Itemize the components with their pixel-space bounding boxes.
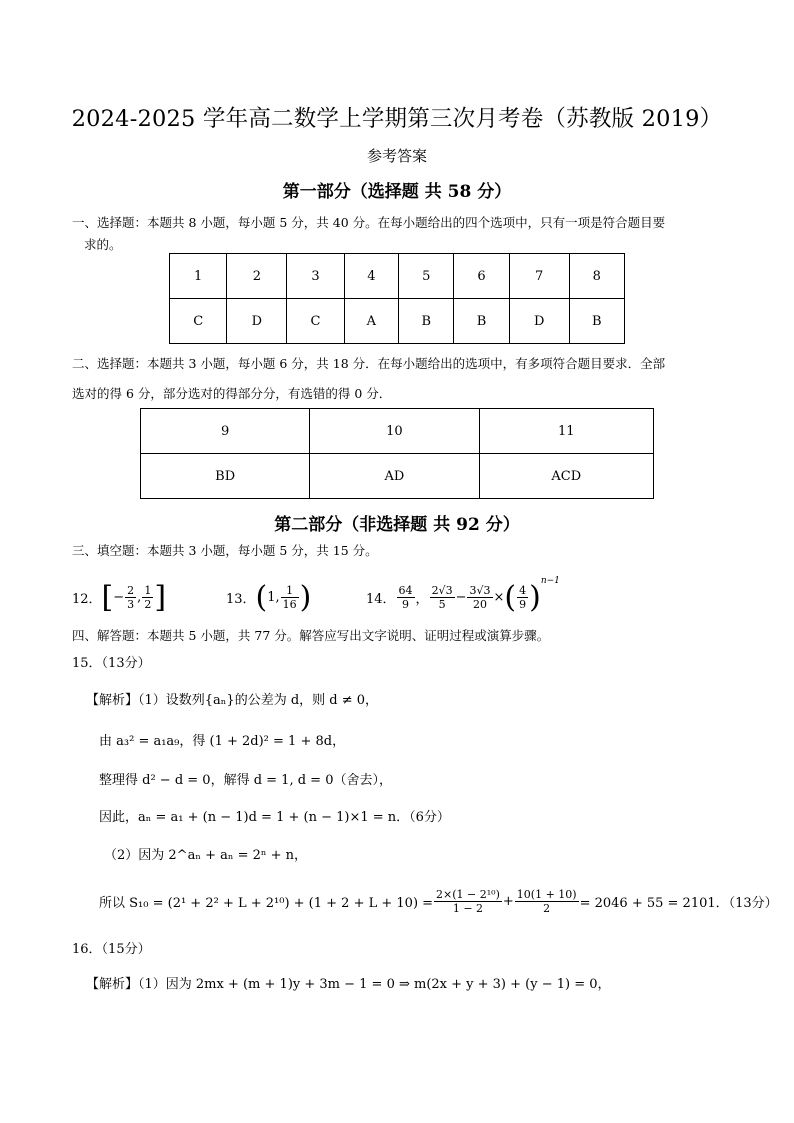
q14-minus: −: [455, 589, 467, 605]
answer-q12: [72, 574, 166, 620]
q14-d-num: 4: [519, 583, 527, 597]
q14-fraction-d: [517, 584, 528, 611]
q12-frac1-den: 3: [127, 597, 135, 611]
table1-answer-cell: A: [344, 299, 398, 344]
document-title: 2024-2025 学年高二数学上学期第三次月考卷（苏教版 2019）: [71, 106, 723, 132]
table1-answer-cell: B: [569, 299, 624, 344]
part1-heading: 第一部分（选择题 共 58 分）: [282, 182, 512, 202]
table1-number-cell: 3: [287, 254, 344, 299]
table2-number-cell: 11: [479, 409, 653, 454]
q14-c-num: 3√3: [469, 583, 491, 597]
q14-fraction-b: [430, 584, 455, 611]
q15-f2-num: 10(1 + 10): [516, 887, 577, 901]
table1-number-cell: 5: [399, 254, 454, 299]
table1-answer-cell: B: [399, 299, 454, 344]
q12-frac1-num: 2: [127, 583, 135, 597]
q14-a-den: 9: [402, 597, 410, 611]
minus-sign: −: [113, 589, 125, 605]
q12-label: 12．: [72, 591, 102, 607]
table1-number-cell: 4: [344, 254, 398, 299]
table1-number-cell: 7: [509, 254, 569, 299]
left-paren: (: [255, 579, 268, 615]
q14-a-num: 64: [398, 583, 413, 597]
table2-number-row: [141, 409, 654, 454]
answer-q14: [366, 574, 560, 620]
table1-number-row: [170, 254, 625, 299]
q14-c-den: 20: [472, 597, 487, 611]
q13-one: 1,: [267, 589, 280, 605]
table1-answer-cell: B: [454, 299, 509, 344]
table2-answer-cell: AD: [310, 454, 479, 499]
q12-frac2-num: 1: [144, 583, 152, 597]
right-paren: ): [299, 579, 312, 615]
section1-line2: 求的。: [84, 237, 122, 252]
section1-instructions: [72, 212, 665, 256]
q14-fraction-c: [467, 584, 492, 611]
section4-instructions: 四、解答题：本题共 5 小题，共 77 分。解答应写出文字说明、证明过程或演算步骤。: [72, 628, 550, 643]
q14-label: 14．: [366, 591, 396, 607]
q15-line5: （2）因为 2^aₙ + aₙ = 2ⁿ + n，: [104, 848, 308, 863]
q14-b-num: 2√3: [431, 583, 453, 597]
q15-heading: 15．（13分）: [72, 656, 151, 671]
q15-line6-b: = 2046 + 55 = 2101．（13分）: [579, 895, 778, 911]
document-subtitle: 参考答案: [366, 147, 427, 165]
table2-answer-cell: ACD: [479, 454, 653, 499]
q12-fraction-1: [125, 584, 136, 611]
table1-answer-cell: C: [287, 299, 344, 344]
q14-comma: ，: [415, 591, 429, 607]
q16-heading: 16．（15分）: [72, 942, 151, 957]
q15-fraction-2: [515, 888, 579, 915]
q15-fraction-1: [434, 888, 502, 915]
answer-q13: [226, 574, 311, 620]
table1-answer-cell: D: [227, 299, 287, 344]
q14-exponent: n−1: [540, 576, 560, 586]
table2-answer-row: [141, 454, 654, 499]
table1-number-cell: 6: [454, 254, 509, 299]
q15-line3: 整理得 d² − d = 0，解得 d = 1, d = 0（舍去），: [99, 773, 392, 788]
q15-plus: +: [502, 893, 514, 909]
table1-answer-row: [170, 299, 625, 344]
q15-line6-a: 所以 S₁₀ = (2¹ + 2² + L + 2¹⁰) + (1 + 2 + L + 10) =: [99, 895, 434, 911]
q14-fraction-a: [397, 584, 415, 611]
q14-right-paren: ): [529, 579, 541, 615]
section3-instructions: 三、填空题：本题共 3 小题，每小题 5 分，共 15 分。: [72, 543, 378, 558]
table2-number-cell: 9: [141, 409, 310, 454]
table1-number-cell: 8: [569, 254, 624, 299]
q13-frac-den: 16: [282, 597, 297, 611]
q15-f1-den: 1 − 2: [452, 901, 484, 915]
table2-number-cell: 10: [310, 409, 479, 454]
table1-number-cell: 2: [227, 254, 287, 299]
comma: ,: [137, 589, 142, 605]
table2-answer-cell: BD: [141, 454, 310, 499]
q14-d-den: 9: [519, 597, 527, 611]
table1-answer-cell: D: [509, 299, 569, 344]
left-bracket: [: [101, 579, 114, 615]
right-bracket: ]: [154, 579, 167, 615]
q13-fraction: [281, 584, 299, 611]
q15-line6: [99, 878, 778, 924]
section2-line1: 二、选择题：本题共 3 小题，每小题 6 分，共 18 分．在每小题给出的选项中，有多项符合题目要求．全部: [72, 356, 666, 371]
part2-heading: 第二部分（非选择题 共 92 分）: [274, 515, 520, 535]
q14-times: ×: [493, 589, 505, 605]
q13-label: 13．: [226, 591, 256, 607]
q13-frac-num: 1: [281, 584, 299, 598]
q15-f1-num: 2×(1 − 2¹⁰): [436, 887, 500, 901]
q15-line1: 【解析】（1）设数列{aₙ}的公差为 d，则 d ≠ 0，: [86, 693, 379, 708]
q14-left-paren: (: [504, 579, 517, 615]
q16-line1: 【解析】（1）因为 2mx + (m + 1)y + 3m − 1 = 0 ⇒ m(2x + y + 3) + (y − 1) = 0，: [86, 977, 611, 992]
q15-f2-den: 2: [543, 901, 551, 915]
answer-table-2: [140, 408, 654, 499]
table1-number-cell: 1: [170, 254, 227, 299]
q12-fraction-2: [142, 584, 153, 611]
q15-line2: 由 a₃² = a₁a₉，得 (1 + 2d)² = 1 + 8d，: [99, 734, 346, 749]
section2-instructions: [72, 349, 665, 409]
section1-line1: 一、选择题：本题共 8 小题，每小题 5 分，共 40 分。在每小题给出的四个选项中，只有一项是符合题目要: [72, 215, 666, 230]
answer-table-1: [169, 253, 625, 344]
section2-line2: 选对的得 6 分，部分选对的得部分分，有选错的得 0 分．: [72, 386, 392, 401]
q15-line4: 因此，aₙ = a₁ + (n − 1)d = 1 + (n − 1)×1 = n．（6分）: [99, 810, 450, 825]
q12-frac2-den: 2: [144, 597, 152, 611]
table1-answer-cell: C: [170, 299, 227, 344]
q14-b-den: 5: [438, 597, 446, 611]
